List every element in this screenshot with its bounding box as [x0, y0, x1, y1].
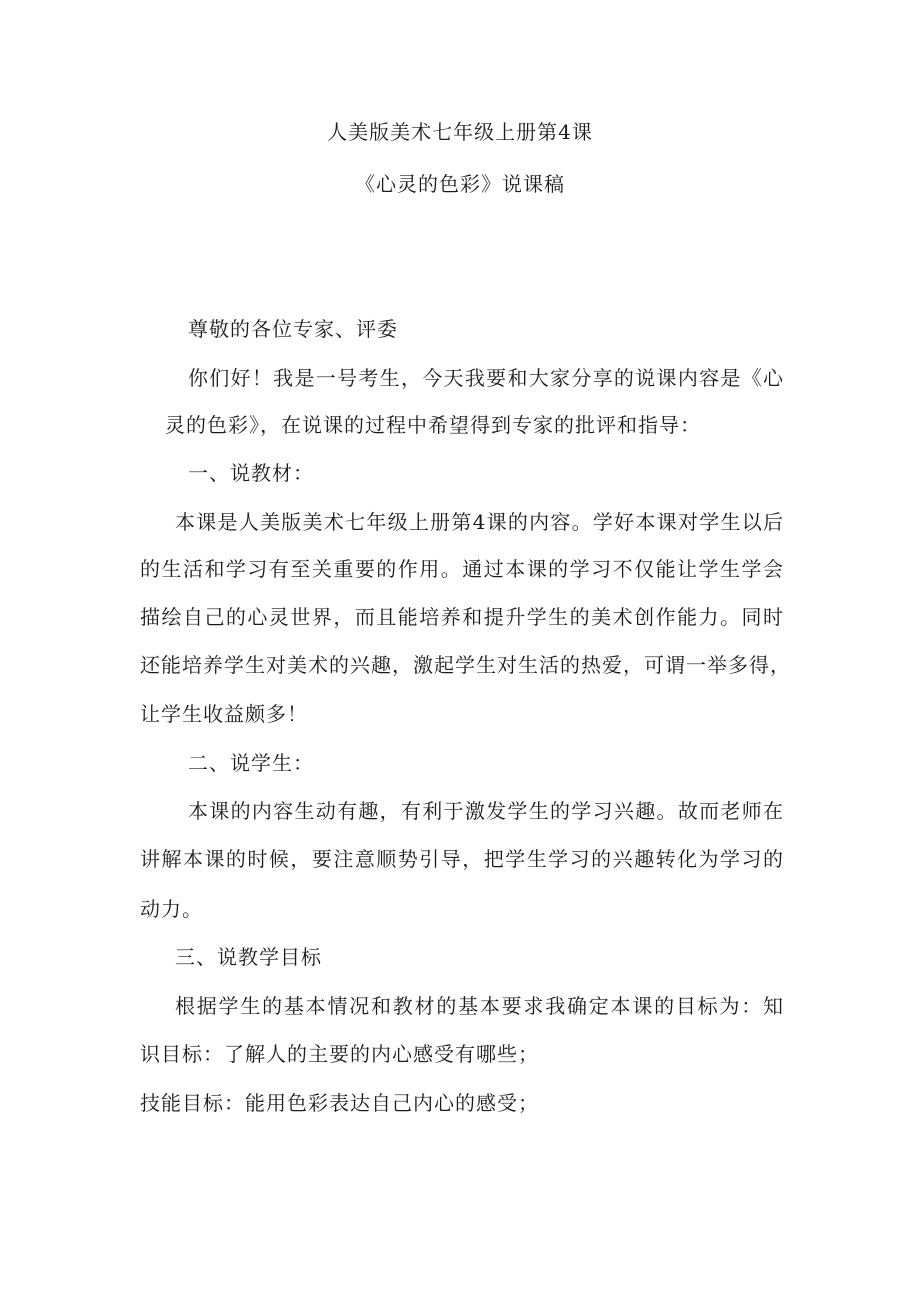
- section3-line: 根据学生的基本情况和教材的基本要求我确定本课的目标为：知: [175, 994, 784, 1018]
- section1-line: 本课是人美版美术七年级上册第4课的内容。学好本课对学生以后: [175, 510, 784, 534]
- greeting-line: 尊敬的各位专家、评委: [188, 317, 398, 341]
- document-title: 人美版美术七年级上册第4课: [327, 120, 593, 144]
- section3-heading: 三、说教学目标: [175, 945, 322, 969]
- section3-line: 识目标：了解人的主要的内心感受有哪些；: [140, 1042, 539, 1066]
- section2-line: 动力。: [140, 897, 203, 921]
- section1-line: 的生活和学习有至关重要的作用。通过本课的学习不仅能让学生学会: [140, 557, 784, 581]
- section1-line: 描绘自己的心灵世界，而且能培养和提升学生的美术创作能力。同时: [140, 605, 784, 629]
- section1-line: 让学生收益颇多！: [140, 702, 308, 726]
- section2-line: 本课的内容生动有趣，有利于激发学生的学习兴趣。故而老师在: [188, 799, 784, 823]
- section2-line: 讲解本课的时候，要注意顺势引导，把学生学习的兴趣转化为学习的: [140, 847, 784, 871]
- section3-line: 技能目标：能用色彩表达自己内心的感受；: [140, 1091, 539, 1115]
- document-subtitle: 《心灵的色彩》说课稿: [355, 172, 565, 196]
- section2-heading: 二、说学生：: [188, 751, 314, 775]
- intro-line-1: 你们好！我是一号考生，今天我要和大家分享的说课内容是《心: [188, 366, 784, 390]
- section1-heading: 一、说教材：: [188, 461, 314, 485]
- section1-line: 还能培养学生对美术的兴趣，激起学生对生活的热爱，可谓一举多得，: [140, 653, 791, 677]
- intro-line-2: 灵的色彩》，在说课的过程中希望得到专家的批评和指导：: [165, 413, 701, 437]
